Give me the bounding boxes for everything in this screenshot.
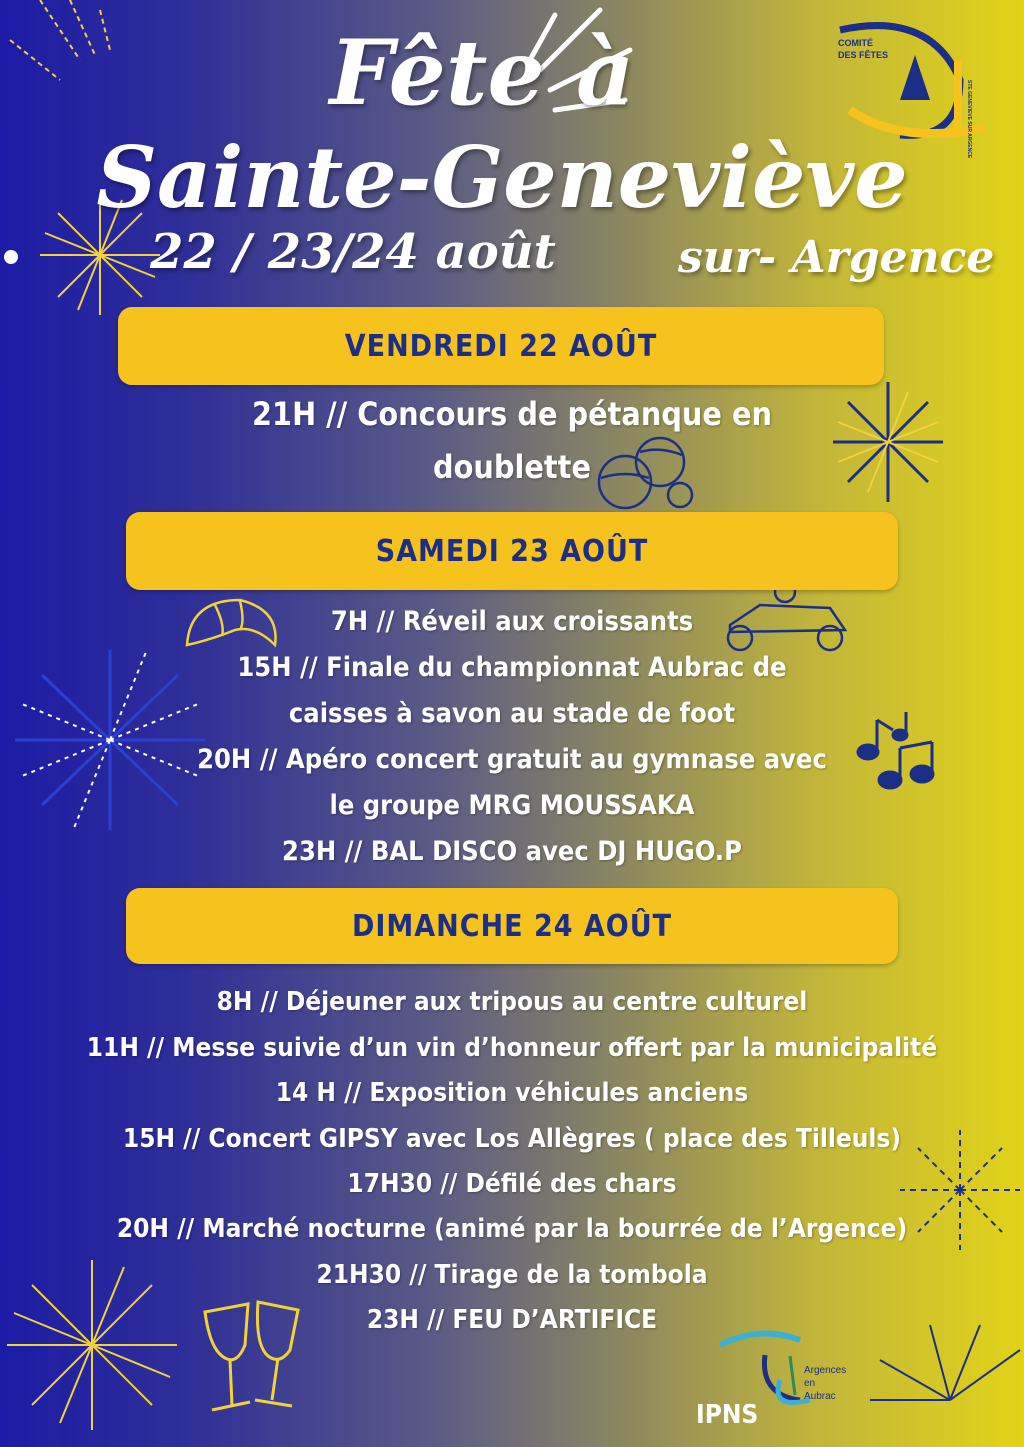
event-line: 14 H // Exposition véhicules anciens (275, 1078, 749, 1108)
title-line-1: Fête à (329, 20, 635, 126)
argences-logo (720, 1334, 846, 1403)
ipns-label: IPNS (696, 1400, 759, 1430)
event-line: 21H // Concours de pétanque en (252, 395, 772, 433)
event-line: 15H // Concert GIPSY avec Los Allègres ( place des Tilleuls) (122, 1124, 902, 1154)
argences-text-1: Argences (804, 1365, 847, 1376)
location-suffix: sur- Argence (678, 232, 995, 283)
day-header-friday: VENDREDI 22 AOÛT (118, 307, 884, 385)
event-line: 17H30 // Défilé des chars (347, 1169, 677, 1199)
comite-text-vertical: STE GENEVIEVE SUR ARGENCE (966, 80, 972, 159)
event-line: 20H // Apéro concert gratuit au gymnase avec (197, 744, 827, 775)
event-line: 20H // Marché nocturne (animé par la bourrée de l’Argence) (116, 1214, 908, 1244)
argences-text-3: Aubrac (804, 1391, 836, 1402)
comite-text-1: COMITÉ (838, 38, 873, 48)
event-dates: 22 / 23/24 août (150, 224, 556, 280)
argences-text-2: en (804, 1378, 816, 1389)
fireworks-icon (870, 1325, 1020, 1400)
event-line: 21H30 // Tirage de la tombola (316, 1260, 708, 1290)
event-line: 23H // BAL DISCO avec DJ HUGO.P (282, 836, 742, 867)
event-line: caisses à savon au stade de foot (288, 698, 736, 729)
event-line: doublette (433, 448, 591, 486)
day-header-saturday: SAMEDI 23 AOÛT (126, 512, 898, 590)
title-line-2: Sainte-Geneviève (96, 128, 908, 227)
comite-text-2: DES FÊTES (838, 50, 889, 60)
bullet-dot (4, 250, 18, 264)
event-line: 11H // Messe suivie d’un vin d’honneur offert par la municipalité (86, 1033, 938, 1063)
event-line: 7H // Réveil aux croissants (330, 606, 694, 637)
event-line: 15H // Finale du championnat Aubrac de (237, 652, 787, 683)
day-header-sunday: DIMANCHE 24 AOÛT (126, 888, 898, 964)
event-line: 23H // FEU D’ARTIFICE (366, 1305, 658, 1335)
event-line: le groupe MRG MOUSSAKA (329, 790, 695, 821)
event-line: 8H // Déjeuner aux tripous au centre culturel (216, 987, 808, 1017)
